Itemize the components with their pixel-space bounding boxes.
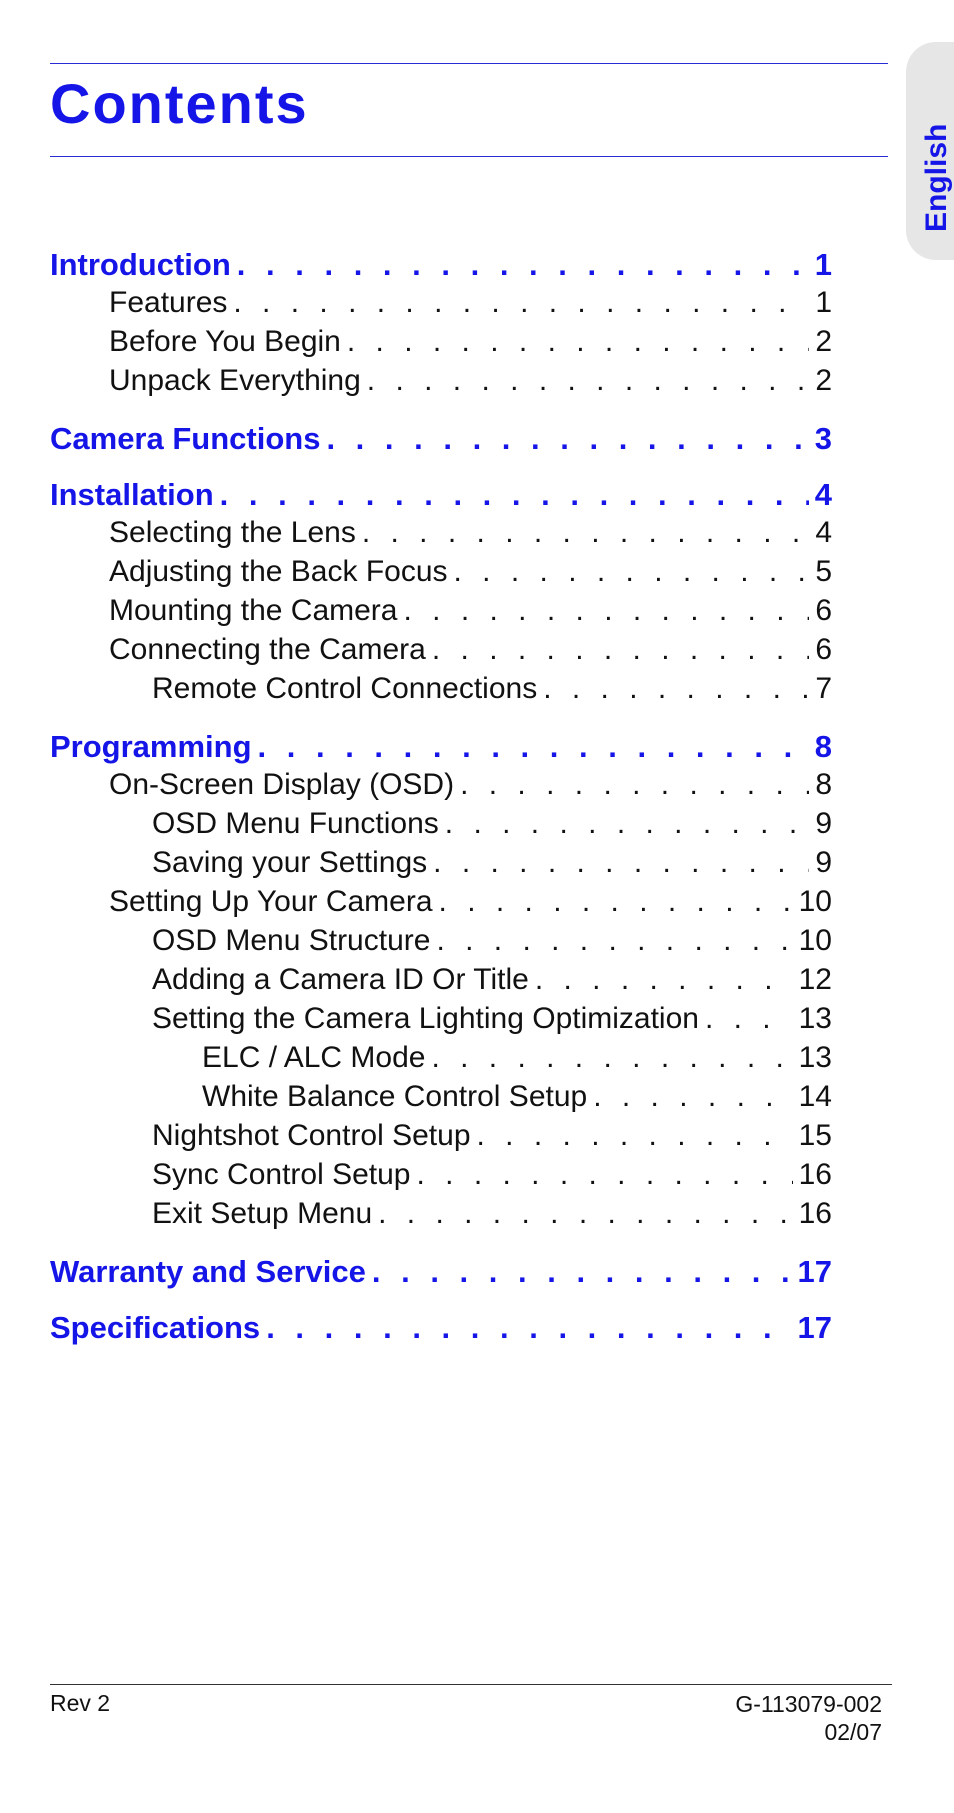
toc-page-number: 10 (798, 885, 832, 918)
toc-leader-dots (433, 846, 809, 880)
toc-page-number: 16 (798, 1158, 832, 1191)
toc-leader-dots (705, 1002, 793, 1036)
toc-page-number: 15 (798, 1119, 832, 1152)
toc-page-number: 8 (814, 729, 832, 764)
toc-label: On-Screen Display (OSD) (109, 768, 455, 801)
toc-entry[interactable] (109, 286, 832, 320)
toc-leader-dots (362, 516, 809, 550)
toc-page-number: 7 (815, 672, 832, 705)
toc-leader-dots (454, 555, 810, 589)
toc-page-number: 1 (814, 247, 832, 282)
toc-page-number: 1 (815, 286, 832, 319)
toc-page-number: 5 (815, 555, 832, 588)
header-rule-top (50, 63, 888, 64)
page-title: Contents (50, 72, 309, 135)
toc-leader-dots (460, 768, 809, 802)
toc-page-number: 4 (814, 477, 832, 512)
toc-label: Camera Functions (50, 421, 321, 456)
toc-page-number: 6 (815, 633, 832, 666)
toc-page-number: 10 (798, 924, 832, 957)
toc-leader-dots (233, 286, 809, 320)
toc-leader-dots (220, 477, 809, 513)
toc-label: Introduction (50, 247, 231, 282)
toc-section[interactable] (50, 247, 832, 283)
toc-label: Saving your Settings (152, 846, 428, 879)
toc-entry[interactable] (152, 924, 832, 958)
toc-section[interactable] (50, 1254, 832, 1290)
language-tab-label: English (920, 123, 953, 232)
toc-leader-dots (378, 1197, 793, 1231)
toc-section[interactable] (50, 421, 832, 457)
toc-page-number: 9 (815, 807, 832, 840)
revision-label: Rev 2 (50, 1690, 111, 1716)
toc-label: ELC / ALC Mode (202, 1041, 426, 1074)
toc-section[interactable] (50, 1310, 832, 1346)
footer-rule (50, 1684, 892, 1685)
toc-leader-dots (326, 421, 808, 457)
toc-section[interactable] (50, 477, 832, 513)
toc-label: Specifications (50, 1310, 261, 1345)
toc-label: Mounting the Camera (109, 594, 398, 627)
toc-leader-dots (372, 1254, 792, 1290)
toc-label: Exit Setup Menu (152, 1197, 373, 1230)
toc-label: Remote Control Connections (152, 672, 538, 705)
toc-page-number: 16 (798, 1197, 832, 1230)
toc-leader-dots (436, 924, 792, 958)
toc-label: Setting the Camera Lighting Optimization (152, 1002, 699, 1035)
toc-label: Features (109, 286, 228, 319)
toc-page-number: 2 (815, 364, 832, 397)
toc-page-number: 4 (815, 516, 832, 549)
toc-leader-dots (258, 729, 809, 765)
toc-label: Adding a Camera ID Or Title (152, 963, 529, 996)
toc-page-number: 9 (815, 846, 832, 879)
toc-label: Connecting the Camera (109, 633, 426, 666)
toc-leader-dots (543, 672, 809, 706)
toc-label: Setting Up Your Camera (109, 885, 433, 918)
toc-entry[interactable] (202, 1080, 832, 1114)
toc-entry[interactable] (109, 555, 832, 589)
toc-entry[interactable] (152, 846, 832, 880)
toc-entry[interactable] (152, 1119, 832, 1153)
toc-page-number: 13 (798, 1002, 832, 1035)
toc-label: Unpack Everything (109, 364, 361, 397)
toc-page-number: 3 (814, 421, 832, 456)
toc-entry[interactable] (109, 885, 832, 919)
toc-entry[interactable] (109, 768, 832, 802)
toc-label: Adjusting the Back Focus (109, 555, 448, 588)
toc-label: OSD Menu Structure (152, 924, 431, 957)
toc-label: Installation (50, 477, 214, 512)
toc-entry[interactable] (109, 633, 832, 667)
toc-leader-dots (439, 885, 793, 919)
header-rule-bottom (50, 156, 888, 157)
document-info (735, 1690, 882, 1746)
toc-leader-dots (367, 364, 810, 398)
toc-page-number: 12 (798, 963, 832, 996)
toc-leader-dots (445, 807, 810, 841)
toc-page-number: 14 (798, 1080, 832, 1113)
toc-leader-dots (432, 633, 809, 667)
toc-label: Programming (50, 729, 252, 764)
toc-label: Nightshot Control Setup (152, 1119, 471, 1152)
toc-entry[interactable] (109, 516, 832, 550)
toc-page-number: 2 (815, 325, 832, 358)
toc-entry[interactable] (152, 963, 832, 997)
toc-page-number: 17 (797, 1254, 832, 1289)
toc-section[interactable] (50, 729, 832, 765)
toc-label: Before You Begin (109, 325, 341, 358)
toc-page-number: 6 (815, 594, 832, 627)
toc-label: Selecting the Lens (109, 516, 356, 549)
toc-entry[interactable] (109, 364, 832, 398)
toc-leader-dots (535, 963, 793, 997)
document-date: 02/07 (824, 1719, 882, 1745)
toc-entry[interactable] (152, 1158, 832, 1192)
toc-label: Warranty and Service (50, 1254, 366, 1289)
toc-entry[interactable] (152, 807, 832, 841)
toc-page-number: 13 (798, 1041, 832, 1074)
toc-entry[interactable] (152, 672, 832, 706)
toc-entry[interactable] (152, 1197, 832, 1231)
toc-entry[interactable] (152, 1002, 832, 1036)
toc-leader-dots (404, 594, 810, 628)
toc-page-number: 17 (797, 1310, 832, 1345)
toc-label: Sync Control Setup (152, 1158, 411, 1191)
toc-leader-dots (416, 1158, 792, 1192)
toc-leader-dots (347, 325, 809, 359)
toc-label: White Balance Control Setup (202, 1080, 588, 1113)
toc-label: OSD Menu Functions (152, 807, 439, 840)
toc-leader-dots (477, 1119, 793, 1153)
document-number: G-113079-002 (735, 1691, 882, 1717)
toc-entry[interactable] (109, 594, 832, 628)
toc-leader-dots (431, 1041, 792, 1075)
toc-entry[interactable] (202, 1041, 832, 1075)
toc-leader-dots (593, 1080, 792, 1114)
toc-leader-dots (237, 247, 809, 283)
toc-leader-dots (266, 1310, 791, 1346)
toc-entry[interactable] (109, 325, 832, 359)
toc-page-number: 8 (815, 768, 832, 801)
